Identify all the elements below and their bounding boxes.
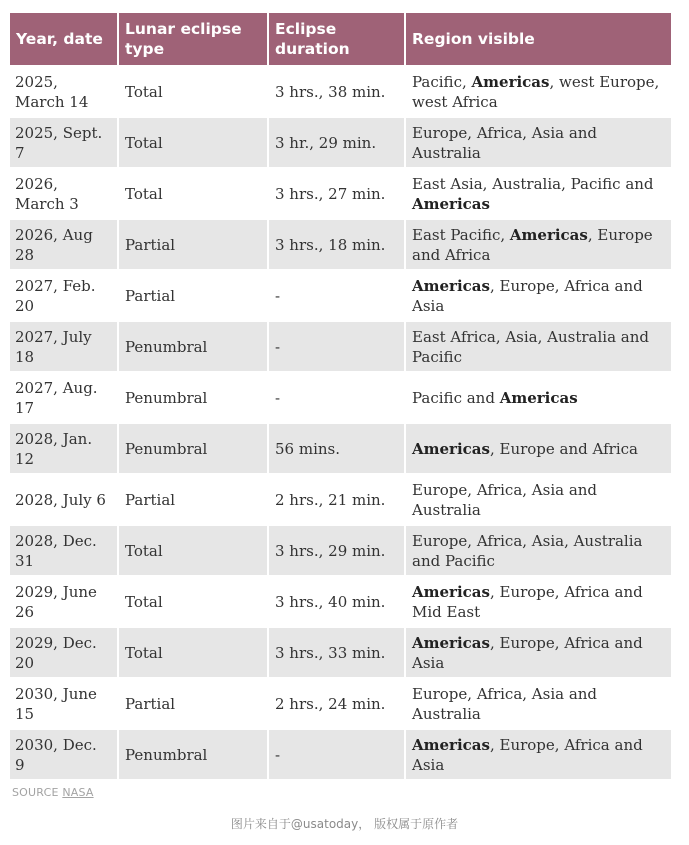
table-row (10, 525, 671, 576)
table-row (10, 678, 671, 729)
region-text: , Europe, Africa and Asia (412, 735, 643, 774)
region-highlight: Americas (412, 276, 490, 295)
table-row (10, 66, 671, 117)
eclipse-table (10, 13, 671, 779)
image-credit: 图片来自于@usatoday， 版权属于原作者 (230, 817, 459, 831)
region-highlight: Americas (412, 633, 490, 652)
cell-region (405, 678, 671, 729)
cell-eclipse-type: Partial (118, 270, 268, 321)
region-text: East Africa, Asia, Australia and Pacific (412, 327, 650, 366)
region-text: Europe, Africa, Asia and Australia (412, 684, 598, 723)
cell-eclipse-type: Penumbral (118, 729, 268, 779)
region-text: Pacific, (412, 72, 472, 91)
table-row (10, 576, 671, 627)
region-text: , west Europe, west Africa (412, 72, 660, 111)
region-text: , Europe and Africa (489, 439, 638, 458)
cell-region (405, 474, 671, 525)
cell-duration: 3 hrs., 18 min. (268, 219, 405, 270)
table-row (10, 627, 671, 678)
cell-duration: 2 hrs., 21 min. (268, 474, 405, 525)
header-eclipse-duration: Eclipse duration (268, 13, 405, 66)
cell-region (405, 321, 671, 372)
cell-duration: - (268, 729, 405, 779)
cell-eclipse-type: Penumbral (118, 321, 268, 372)
cell-duration: 2 hrs., 24 min. (268, 678, 405, 729)
region-highlight: Americas (412, 194, 490, 213)
table-header-row (10, 13, 671, 66)
cell-eclipse-type: Total (118, 627, 268, 678)
cell-duration: - (268, 321, 405, 372)
cell-date: 2028, Jan. 12 (10, 423, 118, 474)
cell-region (405, 117, 671, 168)
eclipse-table-container (10, 13, 671, 779)
cell-duration: 3 hrs., 29 min. (268, 525, 405, 576)
table-row (10, 321, 671, 372)
cell-region (405, 576, 671, 627)
header-year-date: Year, date (10, 13, 118, 66)
cell-duration: - (268, 270, 405, 321)
cell-region (405, 219, 671, 270)
table-row (10, 423, 671, 474)
cell-region (405, 66, 671, 117)
table-row (10, 219, 671, 270)
cell-region (405, 423, 671, 474)
cell-date: 2027, July 18 (10, 321, 118, 372)
cell-region (405, 627, 671, 678)
region-text: , Europe, Africa and Mid East (412, 582, 643, 621)
table-row (10, 474, 671, 525)
cell-eclipse-type: Total (118, 525, 268, 576)
cell-eclipse-type: Penumbral (118, 423, 268, 474)
cell-region (405, 525, 671, 576)
cell-eclipse-type: Partial (118, 474, 268, 525)
cell-eclipse-type: Total (118, 168, 268, 219)
source-line (12, 786, 94, 799)
region-text: Europe, Africa, Asia, Australia and Pacific (412, 531, 643, 570)
region-highlight: Americas (412, 439, 490, 458)
cell-region (405, 168, 671, 219)
cell-date: 2030, Dec. 9 (10, 729, 118, 779)
cell-date: 2025, Sept. 7 (10, 117, 118, 168)
region-highlight: Americas (509, 225, 588, 244)
cell-duration: 3 hrs., 40 min. (268, 576, 405, 627)
table-row (10, 729, 671, 779)
cell-date: 2030, June 15 (10, 678, 118, 729)
region-highlight: Americas (412, 582, 490, 601)
table-row (10, 270, 671, 321)
cell-date: 2026, March 3 (10, 168, 118, 219)
cell-date: 2028, July 6 (10, 474, 118, 525)
region-text: Europe, Africa, Asia and Australia (412, 480, 598, 519)
header-region-visible: Region visible (405, 13, 671, 66)
table-body (10, 66, 671, 779)
region-highlight: Americas (412, 735, 490, 754)
region-highlight: Americas (499, 388, 578, 407)
cell-date: 2027, Feb. 20 (10, 270, 118, 321)
cell-date: 2026, Aug 28 (10, 219, 118, 270)
cell-duration: 3 hr., 29 min. (268, 117, 405, 168)
region-text: East Asia, Australia, Pacific and (412, 174, 654, 193)
region-text: Pacific and (412, 388, 500, 407)
cell-duration: 3 hrs., 27 min. (268, 168, 405, 219)
cell-date: 2029, Dec. 20 (10, 627, 118, 678)
region-text: Europe, Africa, Asia and Australia (412, 123, 598, 162)
table-row (10, 117, 671, 168)
cell-eclipse-type: Total (118, 66, 268, 117)
cell-date: 2027, Aug. 17 (10, 372, 118, 423)
cell-eclipse-type: Total (118, 576, 268, 627)
table-row (10, 168, 671, 219)
header-eclipse-type: Lunar eclipse type (118, 13, 268, 66)
cell-date: 2028, Dec. 31 (10, 525, 118, 576)
cell-date: 2025, March 14 (10, 66, 118, 117)
region-text: , Europe, Africa and Asia (412, 276, 643, 315)
cell-region (405, 270, 671, 321)
cell-eclipse-type: Partial (118, 219, 268, 270)
region-text: , Europe, Africa and Asia (412, 633, 643, 672)
region-text: East Pacific, (412, 225, 510, 244)
table-row (10, 372, 671, 423)
cell-eclipse-type: Penumbral (118, 372, 268, 423)
cell-region (405, 372, 671, 423)
cell-eclipse-type: Partial (118, 678, 268, 729)
cell-duration: 56 mins. (268, 423, 405, 474)
cell-region (405, 729, 671, 779)
cell-duration: 3 hrs., 38 min. (268, 66, 405, 117)
cell-duration: - (268, 372, 405, 423)
cell-duration: 3 hrs., 33 min. (268, 627, 405, 678)
region-text: , Europe and Africa (412, 225, 653, 264)
cell-eclipse-type: Total (118, 117, 268, 168)
source-label: SOURCE (12, 786, 59, 799)
cell-date: 2029, June 26 (10, 576, 118, 627)
source-link-nasa[interactable]: NASA (62, 786, 94, 799)
region-highlight: Americas (471, 72, 550, 91)
